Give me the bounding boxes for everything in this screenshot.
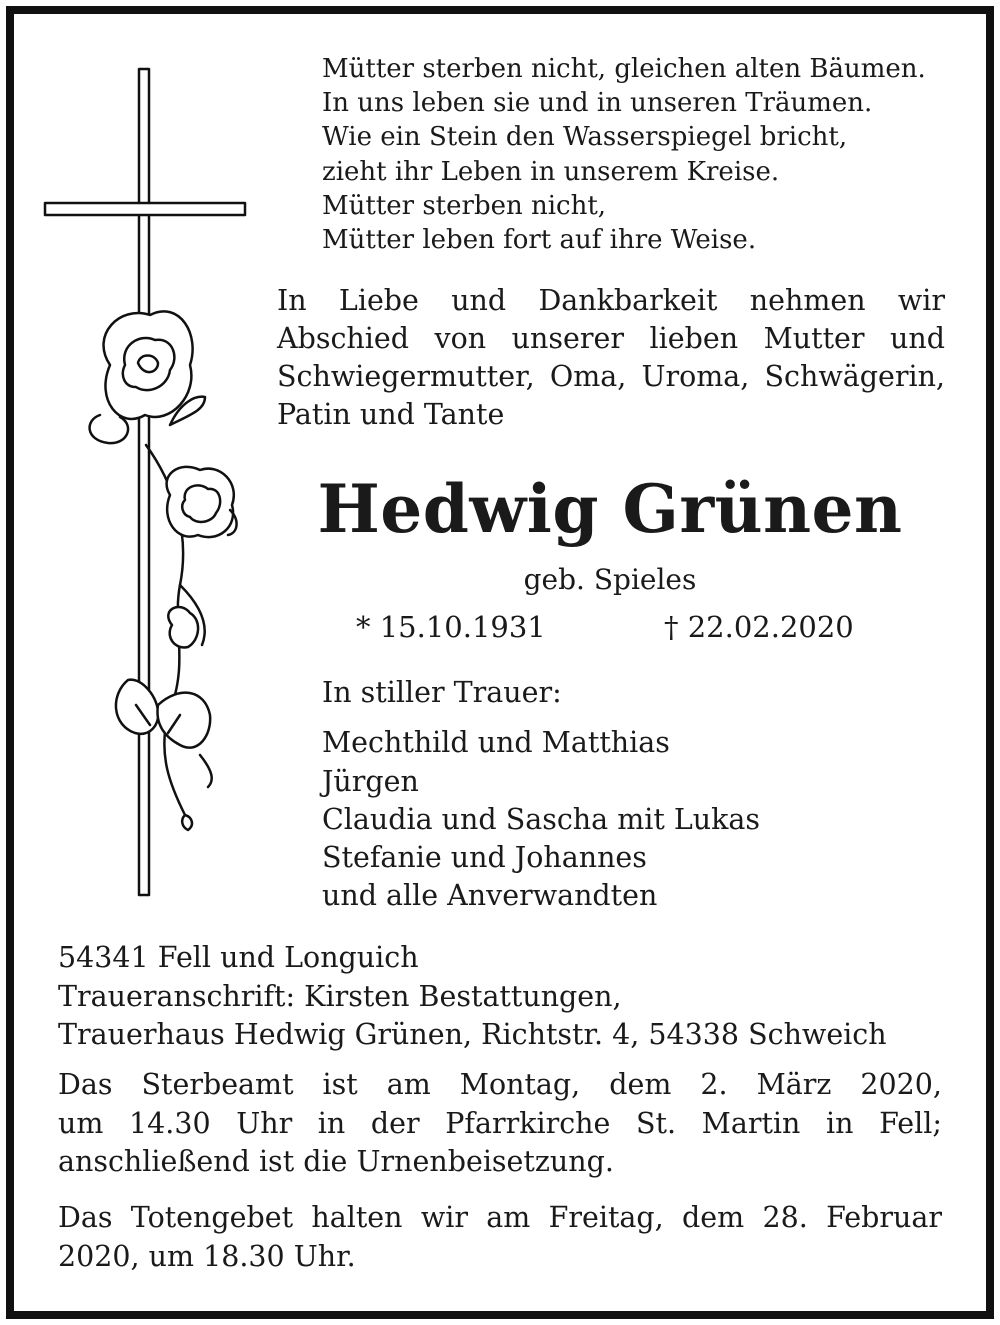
- prayer-info: [58, 1199, 942, 1276]
- cross-with-roses-icon: [40, 65, 270, 905]
- mourner-name: Jürgen: [322, 764, 419, 798]
- poem: [322, 52, 962, 257]
- mass-line: um 14.30 Uhr in der Pfarrkirche St. Martin in Fell;: [58, 1106, 942, 1140]
- prayer-line: 2020, um 18.30 Uhr.: [58, 1239, 356, 1273]
- funeral-mass-info: [58, 1066, 942, 1182]
- poem-line: Mütter leben fort auf ihre Weise.: [322, 225, 757, 256]
- address-line: Traueranschrift: Kirsten Bestattungen,: [58, 979, 622, 1013]
- mourners: [322, 674, 942, 916]
- birth-name: geb. Spieles: [523, 563, 697, 596]
- intro-line: Schwiegermutter, Oma, Uroma, Schwägerin,: [277, 360, 945, 393]
- address-block: [58, 939, 948, 1055]
- mass-line: Das Sterbeamt ist am Montag, dem 2. März 2020,: [58, 1068, 942, 1101]
- address-line: Trauerhaus Hedwig Grünen, Richtstr. 4, 54338 Schweich: [58, 1018, 887, 1051]
- address-line: 54341 Fell und Longuich: [58, 941, 419, 974]
- poem-line: Mütter sterben nicht,: [322, 190, 607, 221]
- mourners-heading: In stiller Trauer:: [322, 676, 562, 709]
- mass-line: anschließend ist die Urnenbeisetzung.: [58, 1145, 614, 1178]
- mourner-name: Mechthild und Matthias: [322, 726, 670, 760]
- deceased-name: Hedwig Grünen: [317, 470, 903, 548]
- mourner-name: Claudia und Sascha mit Lukas: [322, 802, 761, 836]
- poem-line: Wie ein Stein den Wasserspiegel bricht,: [322, 122, 848, 153]
- poem-line: In uns leben sie und in unseren Träumen.: [322, 88, 873, 119]
- poem-line: Mütter sterben nicht, gleichen alten Bäumen.: [322, 54, 926, 84]
- birth-date: * 15.10.1931: [356, 610, 546, 644]
- intro-line: Abschied von unserer lieben Mutter und: [277, 322, 945, 355]
- mourner-name: Stefanie und Johannes: [322, 841, 647, 875]
- intro-line: Patin und Tante: [277, 398, 505, 431]
- death-date: † 22.02.2020: [664, 610, 854, 644]
- intro-line: In Liebe und Dankbarkeit nehmen wir: [277, 284, 945, 317]
- poem-line: zieht ihr Leben in unserem Kreise.: [322, 156, 780, 187]
- intro-text: [277, 282, 945, 434]
- mourner-name: und alle Anverwandten: [322, 879, 658, 913]
- prayer-line: Das Totengebet halten wir am Freitag, dem 28. Februar: [58, 1201, 942, 1234]
